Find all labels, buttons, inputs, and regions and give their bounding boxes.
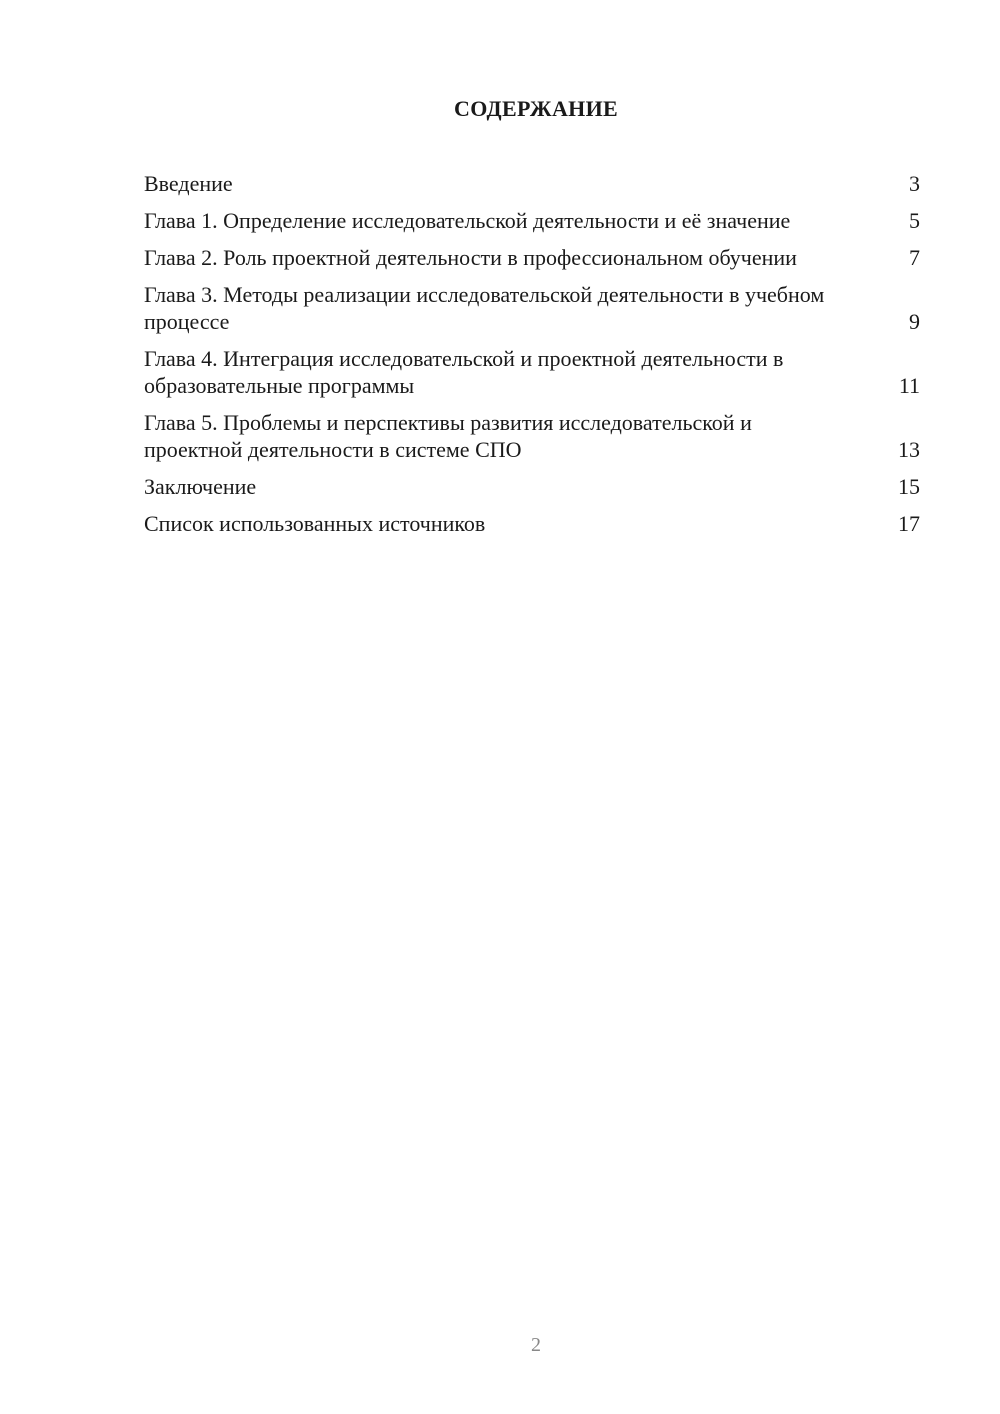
page-number: 2 <box>531 1334 541 1356</box>
toc-entry-page: 7 <box>909 245 920 270</box>
toc-entry-page: 9 <box>909 309 920 334</box>
toc-entry-page: 15 <box>898 474 920 499</box>
toc-entry-title: Глава 5. Проблемы и перспективы развития исследовательской и проектной деятельности в системе СПО <box>144 410 752 462</box>
toc-list <box>144 170 920 537</box>
toc-entry <box>144 510 920 537</box>
toc-entry-title: Введение <box>144 171 233 196</box>
toc-entry <box>144 473 920 500</box>
toc-entry-page: 5 <box>909 208 920 233</box>
toc-entry <box>144 244 920 271</box>
toc-entry <box>144 409 920 463</box>
toc-entry-title: Глава 4. Интеграция исследовательской и проектной деятельности в образовательные программы <box>144 346 784 398</box>
toc-entry-page: 3 <box>909 171 920 196</box>
toc-entry-page: 13 <box>898 437 920 462</box>
toc-entry-page: 11 <box>898 373 920 398</box>
toc-entry-page: 17 <box>898 511 920 536</box>
toc-entry <box>144 281 920 335</box>
toc-entry-title: Заключение <box>144 474 257 499</box>
toc-entry-title: Глава 2. Роль проектной деятельности в профессиональном обучении <box>144 245 797 270</box>
toc-entry <box>144 170 920 197</box>
toc-entry <box>144 207 920 234</box>
toc-entry-title: Список использованных источников <box>144 511 486 536</box>
toc-entry-title: Глава 1. Определение исследовательской деятельности и её значение <box>144 208 791 233</box>
toc-entry-title: Глава 3. Методы реализации исследовательской деятельности в учебном процессе <box>144 282 825 334</box>
toc-entry <box>144 345 920 399</box>
toc-title: СОДЕРЖАНИЕ <box>454 96 618 121</box>
